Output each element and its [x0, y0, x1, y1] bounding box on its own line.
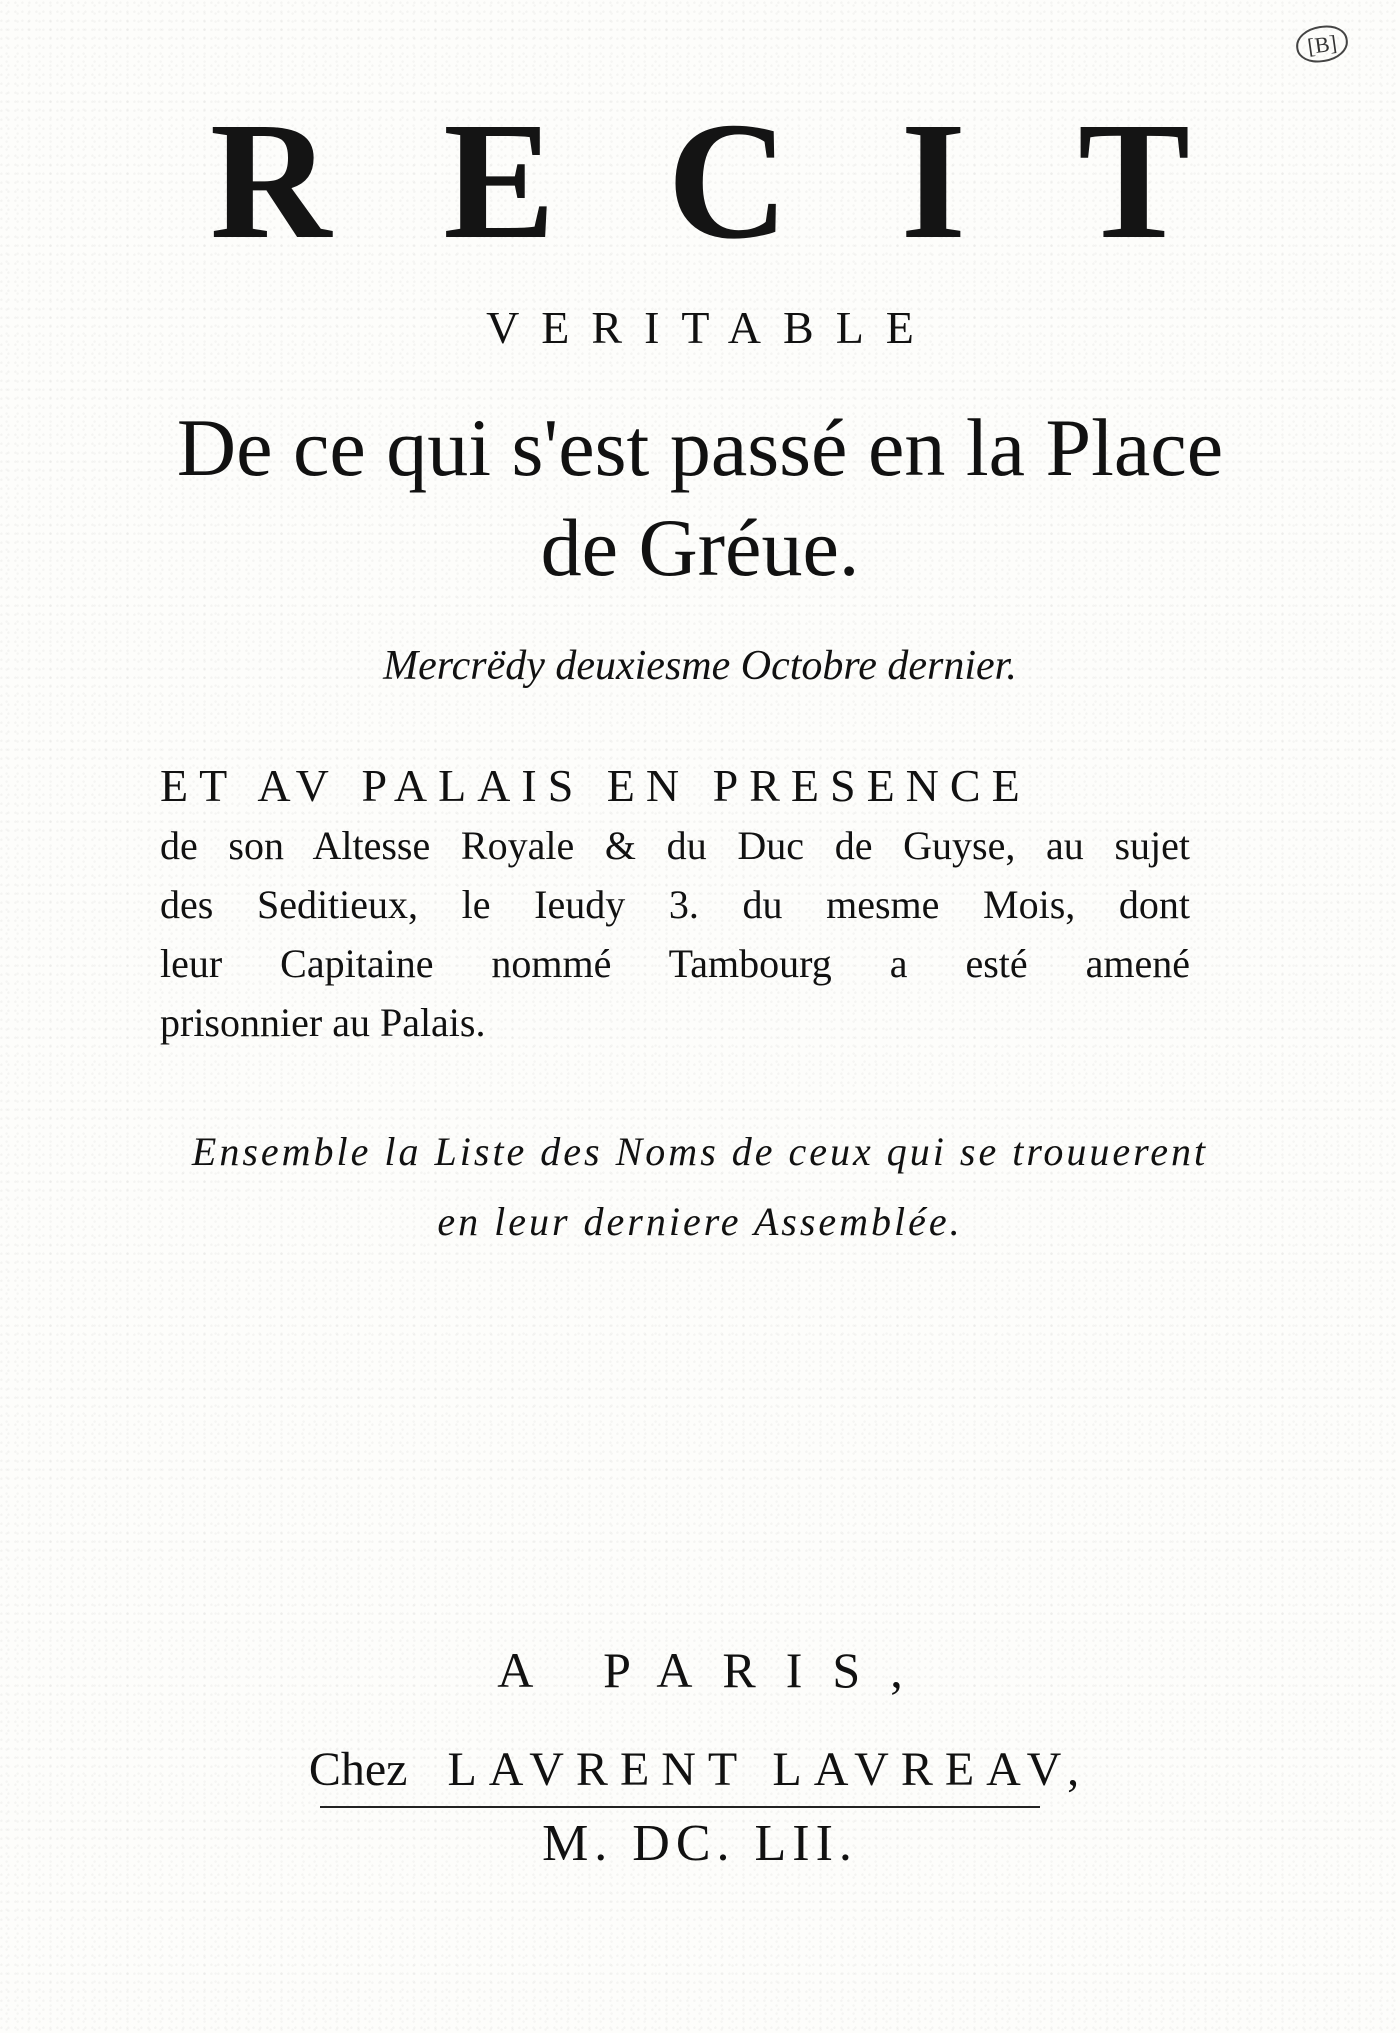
subtitle-line-1: De ce qui s'est passé en la Place	[176, 402, 1224, 493]
paragraph-line-3: leur Capitaine nommé Tambourg a esté amené	[160, 941, 1190, 986]
main-paragraph	[160, 756, 1190, 1052]
imprint-city: A PARIS,	[497, 1642, 933, 1698]
imprint-year: M. DC. LII.	[542, 1815, 858, 1872]
subtitle-line-2: de Gréue.	[540, 502, 860, 593]
imprint-rule	[320, 1806, 1040, 1808]
paragraph-line-4: prisonnier au Palais.	[160, 1000, 486, 1045]
imprint-printer-line	[0, 1740, 1400, 1800]
document-title: RECIT	[209, 88, 1303, 274]
library-stamp: [B]	[1294, 23, 1351, 66]
date-line: Mercrëdy deuxiesme Octobre dernier.	[383, 643, 1017, 689]
together-line-2: en leur derniere Assemblée.	[437, 1199, 963, 1244]
paragraph-line-2: des Seditieux, le Ieudy 3. du mesme Mois, dont	[160, 882, 1190, 927]
together-line-1: Ensemble la Liste des Noms de ceux qui se trouuerent	[191, 1129, 1209, 1174]
paragraph-heading: ET AV PALAIS EN PRESENCE	[160, 760, 1031, 811]
title-subtitle: VERITABLE	[486, 302, 936, 353]
imprint-printer-name: LAVRENT LAVREAV,	[447, 1743, 1092, 1796]
imprint-chez: Chez	[308, 1743, 408, 1796]
paragraph-line-1: de son Altesse Royale & du Duc de Guyse, au sujet	[160, 823, 1190, 868]
